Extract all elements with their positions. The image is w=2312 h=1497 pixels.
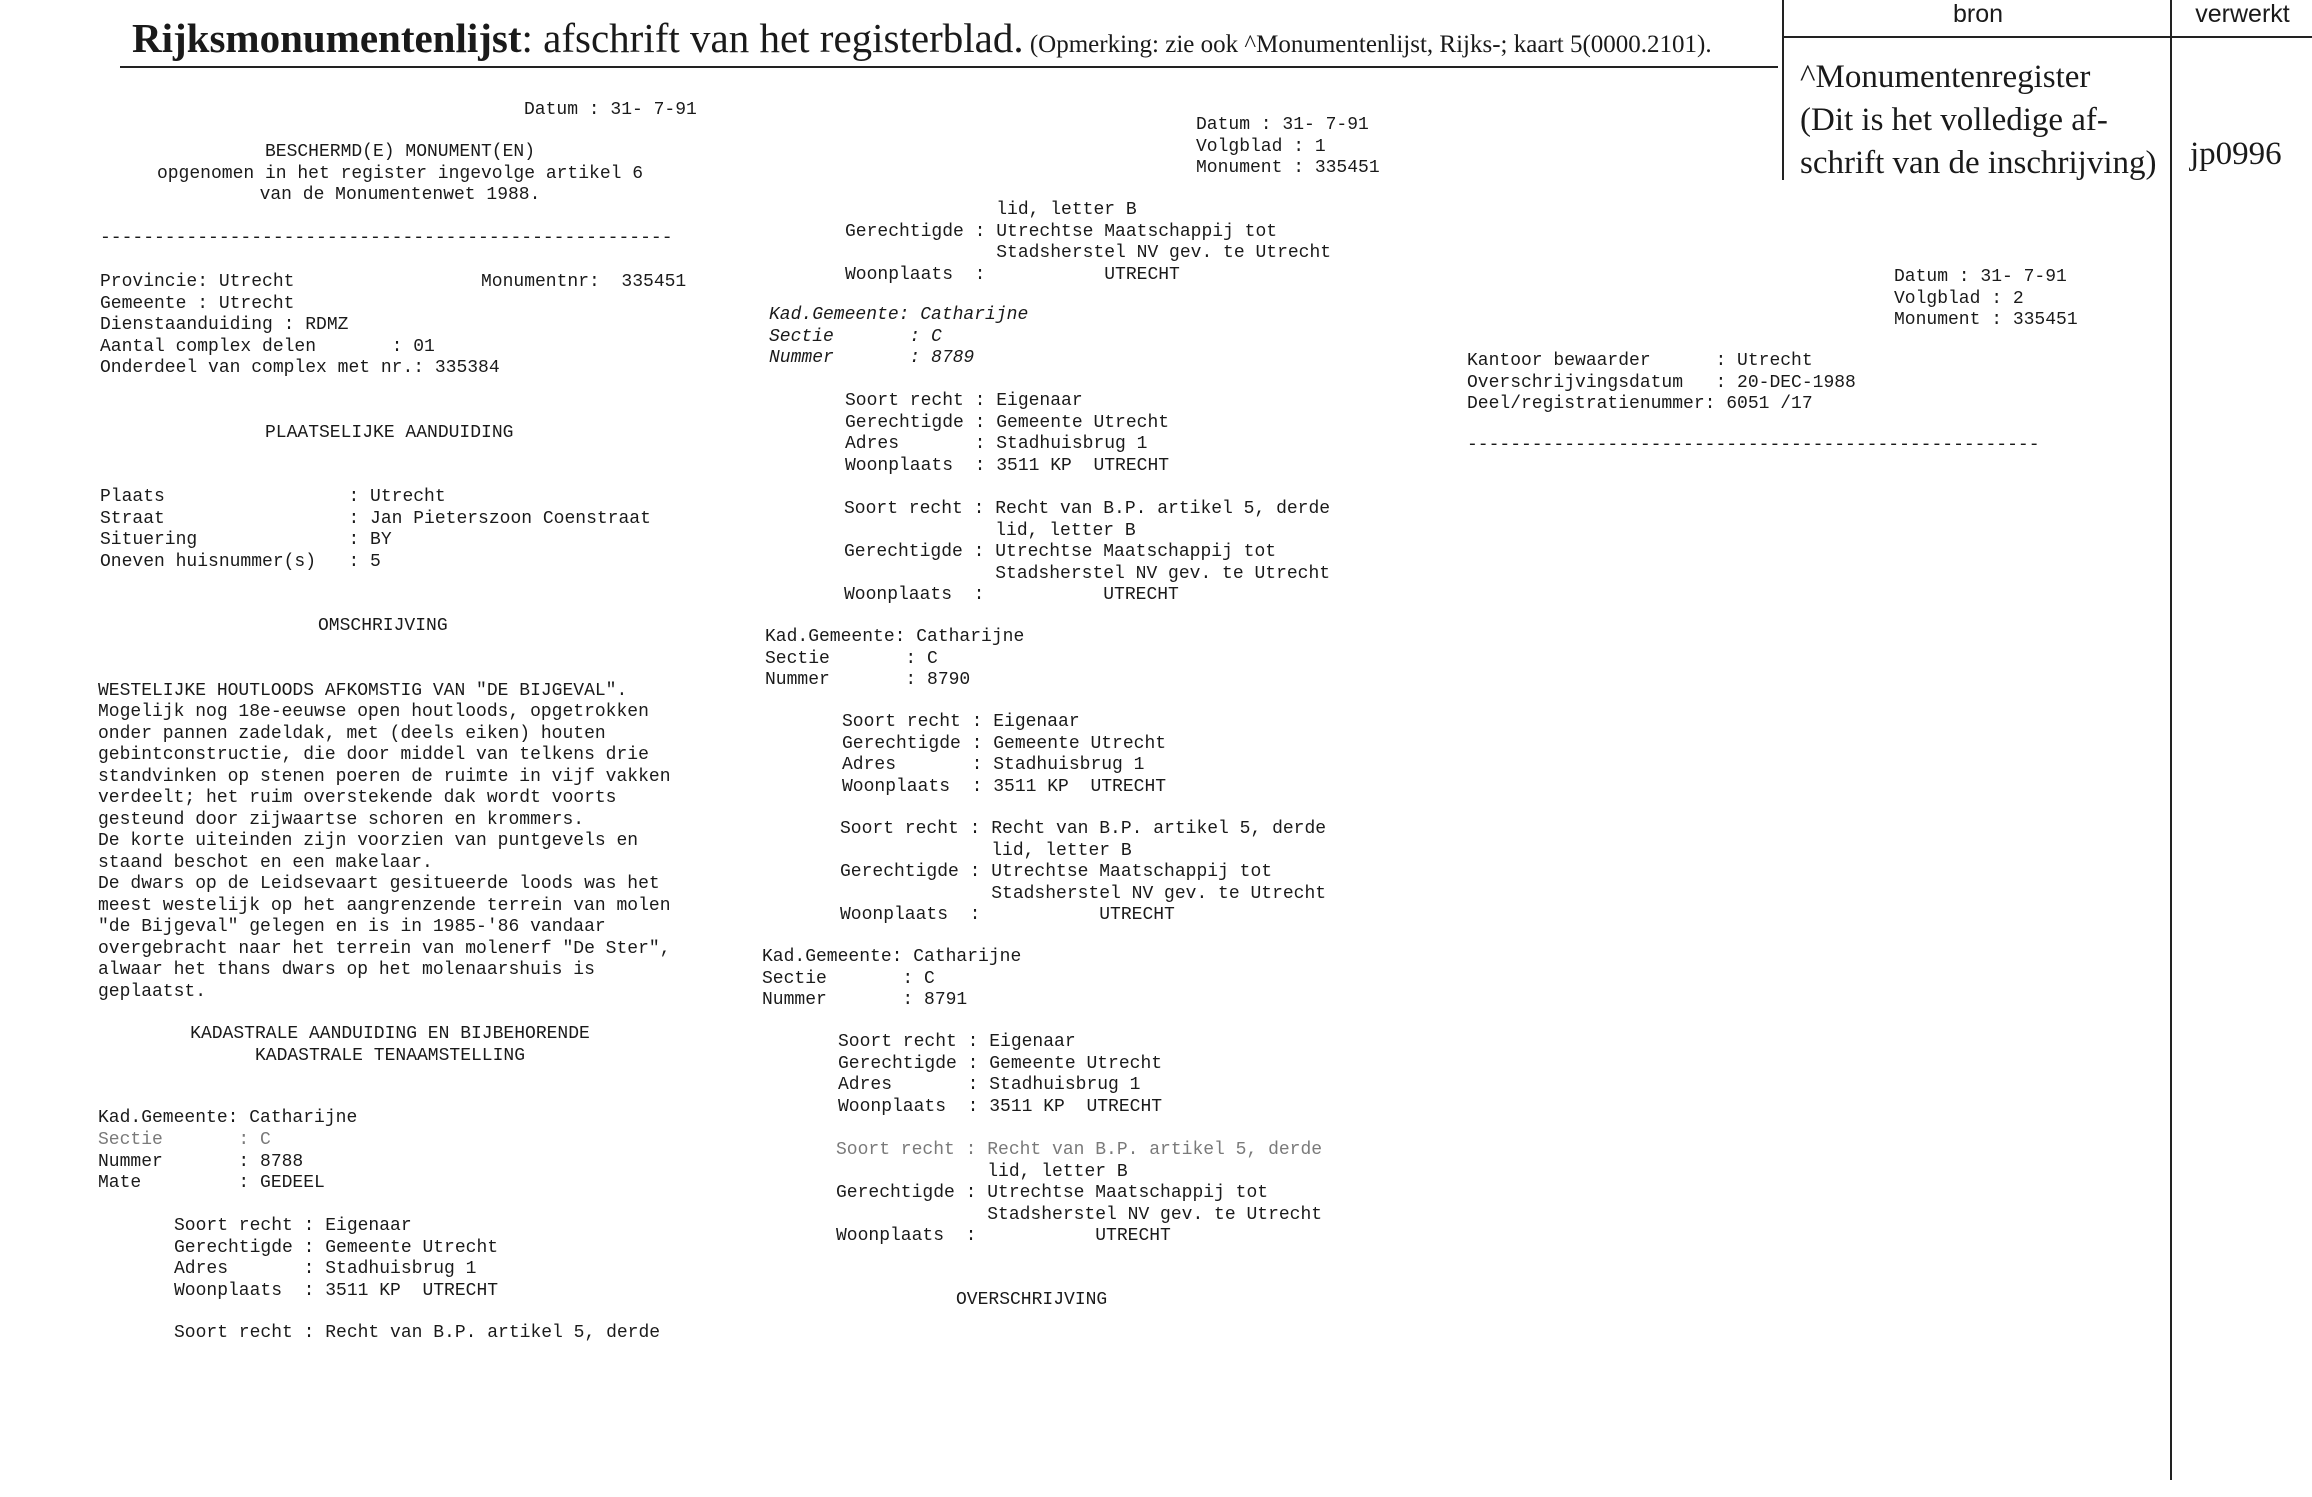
bron-left-border (1782, 0, 1784, 180)
bron-line: ^Monumentenregister (1800, 59, 2091, 95)
p1-dashes: ----------------------------------------------------- (100, 228, 673, 248)
bron-text (1800, 56, 2180, 185)
recht-line: lid, letter B (845, 200, 1137, 220)
omschrijving-heading: OMSCHRIJVING (318, 616, 448, 636)
p1-heading-line: opgenomen in het register ingevolge artikel 6 (156, 163, 644, 184)
p3-overschrijving-block (1467, 351, 1856, 416)
situering: Situering : BY (100, 530, 392, 550)
omschrijving-line: alwaar het thans dwars op het molenaarshuis is (98, 960, 595, 980)
p2-eigenaar-8791 (838, 1032, 1162, 1118)
recht-line: Adres : Stadhuisbrug 1 (842, 755, 1145, 775)
recht-line: Gerechtigde : Gemeente Utrecht (845, 412, 1170, 433)
recht-line: lid, letter B (836, 1161, 1128, 1182)
recht-line: Woonplaats : UTRECHT (845, 264, 1180, 285)
kad-line: Kad.Gemeente: Catharijne (765, 627, 1025, 647)
p1-heading-line: van de Monumentenwet 1988. (259, 185, 541, 205)
p1-nummer: Nummer : 8788 (98, 1152, 304, 1172)
recht-line: Soort recht : Eigenaar (174, 1216, 412, 1236)
overschrijvingsdatum: Overschrijvingsdatum : 20-DEC-1988 (1467, 372, 1856, 393)
document-title: : afschrift van het registerblad. (521, 15, 1024, 61)
p2-monument: Monument : 335451 (1196, 158, 1380, 178)
recht-line: Gerechtigde : Gemeente Utrecht (838, 1053, 1163, 1074)
omschrijving-line: gesteund door zijwaartse schoren en krommers. (98, 809, 585, 830)
recht-line: Woonplaats : 3511 KP UTRECHT (842, 776, 1167, 797)
recht-line: Gerechtigde : Utrechtse Maatschappij tot (845, 221, 1278, 242)
p2-kad-8790 (765, 627, 1024, 692)
header-rule (120, 66, 1778, 68)
p3-dashes: ----------------------------------------------------- (1467, 435, 2040, 455)
p2-kad-8791 (762, 947, 1021, 1012)
gemeente: Gemeente : Utrecht (100, 294, 295, 314)
aantal-complex-delen: Aantal complex delen : 01 (100, 337, 435, 357)
recht-line: Stadsherstel NV gev. te Utrecht (836, 1204, 1323, 1225)
recht-line: Woonplaats : 3511 KP UTRECHT (838, 1096, 1163, 1117)
omschrijving-line: "de Bijgeval" gelegen en is in 1985-'86 vandaar (98, 917, 606, 937)
recht-line: Soort recht : Recht van B.P. artikel 5, derde (836, 1140, 1323, 1160)
omschrijving-line: standvinken op stenen poeren de ruimte in vijf vakken (98, 766, 671, 787)
p1-datum: Datum : 31- 7-91 (524, 100, 697, 120)
p1-heading-line: BESCHERMD(E) MONUMENT(EN) (264, 142, 536, 162)
p1-kad-gemeente: Kad.Gemeente: Catharijne (98, 1108, 358, 1128)
provincie: Provincie: Utrecht (100, 272, 295, 292)
recht-line: Gerechtigde : Gemeente Utrecht (842, 733, 1167, 754)
recht-line: Woonplaats : UTRECHT (840, 905, 1175, 925)
omschrijving-line: De dwars op de Leidsevaart gesitueerde loods was het (98, 874, 660, 894)
kad-line: Sectie : C (769, 326, 942, 347)
p2-volgblad: Volgblad : 1 (1196, 136, 1326, 157)
p2-eigenaar-8789 (845, 391, 1169, 477)
p1-recht-block (174, 1216, 498, 1302)
recht-line: Woonplaats : UTRECHT (836, 1226, 1171, 1246)
oneven-huisnummers: Oneven huisnummer(s) : 5 (100, 552, 381, 572)
recht-line: Soort recht : Eigenaar (842, 712, 1080, 732)
document-remark: (Opmerking: zie ook ^Monumentenlijst, Rijks-; kaart 5(0000.2101). (1023, 31, 1712, 58)
p2-datum: Datum : 31- 7-91 (1196, 115, 1369, 135)
verwerkt-left-border (2170, 0, 2172, 1480)
recht-line: Stadsherstel NV gev. te Utrecht (840, 883, 1327, 904)
p3-datum: Datum : 31- 7-91 (1894, 267, 2067, 287)
recht-line: Soort recht : Eigenaar (845, 391, 1083, 411)
p3-monument: Monument : 335451 (1894, 310, 2078, 330)
kad-line: Kad.Gemeente: Catharijne (769, 305, 1029, 325)
recht-line: Woonplaats : UTRECHT (844, 585, 1179, 605)
overschrijving-heading: OVERSCHRIJVING (956, 1290, 1108, 1310)
kad-line: Nummer : 8791 (762, 990, 968, 1010)
recht-line: Gerechtigde : Gemeente Utrecht (174, 1237, 499, 1258)
document-header (132, 14, 1712, 62)
p2-recht-bp-8791 (836, 1140, 1322, 1248)
omschrijving-line: gebintconstructie, die door middel van telkens drie (98, 745, 649, 765)
omschrijving-line: WESTELIJKE HOUTLOODS AFKOMSTIG VAN "DE BIJGEVAL". (98, 680, 628, 701)
omschrijving-line: overgebracht naar het terrein van molenerf "De Ster", (98, 938, 671, 959)
verwerkt-code: jp0996 (2190, 136, 2282, 172)
kadastrale-heading-line: KADASTRALE AANDUIDING EN BIJBEHORENDE (190, 1024, 590, 1044)
p1-heading (100, 142, 700, 207)
recht-line: Woonplaats : 3511 KP UTRECHT (174, 1280, 499, 1301)
recht-line: Stadsherstel NV gev. te Utrecht (844, 563, 1331, 584)
omschrijving-line: staand beschot en een makelaar. (98, 852, 433, 873)
recht-line: Stadsherstel NV gev. te Utrecht (845, 243, 1332, 263)
plaatselijke-aanduiding-heading: PLAATSELIJKE AANDUIDING (265, 423, 514, 443)
p2-recht-bp-8789 (844, 499, 1330, 607)
monumentnr: Monumentnr: 335451 (481, 272, 687, 292)
dienstaanduiding: Dienstaanduiding : RDMZ (100, 315, 349, 335)
kadastrale-heading-line: KADASTRALE TENAAMSTELLING (254, 1045, 526, 1066)
omschrijving-line: onder pannen zadeldak, met (deels eiken) houten (98, 723, 606, 744)
recht-line: Gerechtigde : Utrechtse Maatschappij tot (844, 542, 1277, 562)
recht-line: Gerechtigde : Utrechtse Maatschappij tot (836, 1183, 1269, 1203)
omschrijving-text (98, 659, 671, 1025)
bron-line: schrift van de inschrijving) (1800, 145, 2157, 181)
verwerkt-label: verwerkt (2195, 0, 2290, 28)
p2-header (1196, 115, 1380, 180)
p1-sectie: Sectie : C (98, 1130, 271, 1150)
kad-line: Sectie : C (765, 648, 938, 669)
p2-kad-8789 (769, 305, 1028, 370)
omschrijving-line: De korte uiteinden zijn voorzien van puntgevels en (98, 831, 639, 851)
p2-recht-bp-8790 (840, 819, 1326, 927)
kadastrale-heading (100, 1024, 680, 1067)
kad-line: Nummer : 8789 (769, 348, 975, 368)
plaats: Plaats : Utrecht (100, 487, 446, 507)
p2-eigenaar-8790 (842, 712, 1166, 798)
omschrijving-line: Mogelijk nog 18e-eeuwse open houtloods, opgetrokken (98, 702, 649, 722)
recht-line: Adres : Stadhuisbrug 1 (174, 1259, 477, 1279)
recht-line: Gerechtigde : Utrechtse Maatschappij tot (840, 862, 1273, 882)
margin-header-rule (1782, 36, 2312, 38)
bron-line: (Dit is het volledige af- (1800, 102, 2108, 138)
deel-registratienummer: Deel/registratienummer: 6051 /17 (1467, 394, 1813, 414)
straat: Straat : Jan Pieterszoon Coenstraat (100, 509, 651, 529)
kad-line: Sectie : C (762, 968, 935, 989)
p3-header (1894, 267, 2078, 332)
p1-recht-bp: Soort recht : Recht van B.P. artikel 5, derde (174, 1323, 661, 1343)
recht-line: lid, letter B (844, 520, 1136, 541)
kantoor-bewaarder: Kantoor bewaarder : Utrecht (1467, 351, 1813, 371)
p2-continued-block (845, 200, 1331, 286)
document-title-bold: Rijksmonumentenlijst (132, 15, 522, 61)
recht-line: Adres : Stadhuisbrug 1 (845, 434, 1148, 454)
omschrijving-line: meest westelijk op het aangrenzende terrein van molen (98, 895, 671, 916)
recht-line: Adres : Stadhuisbrug 1 (838, 1075, 1141, 1095)
recht-line: Soort recht : Recht van B.P. artikel 5, derde (840, 819, 1327, 839)
kad-line: Nummer : 8790 (765, 670, 971, 690)
recht-line: Woonplaats : 3511 KP UTRECHT (845, 455, 1170, 476)
omschrijving-line: verdeelt; het ruim overstekende dak wordt voorts (98, 788, 617, 808)
omschrijving-line: geplaatst. (98, 981, 207, 1002)
onderdeel-complex: Onderdeel van complex met nr.: 335384 (100, 358, 500, 378)
kad-line: Kad.Gemeente: Catharijne (762, 947, 1022, 967)
p3-volgblad: Volgblad : 2 (1894, 288, 2024, 309)
p1-mate: Mate : GEDEEL (98, 1173, 325, 1193)
recht-line: lid, letter B (840, 840, 1132, 861)
bron-label: bron (1952, 0, 2004, 28)
recht-line: Soort recht : Recht van B.P. artikel 5, derde (844, 499, 1331, 519)
recht-line: Soort recht : Eigenaar (838, 1032, 1076, 1052)
